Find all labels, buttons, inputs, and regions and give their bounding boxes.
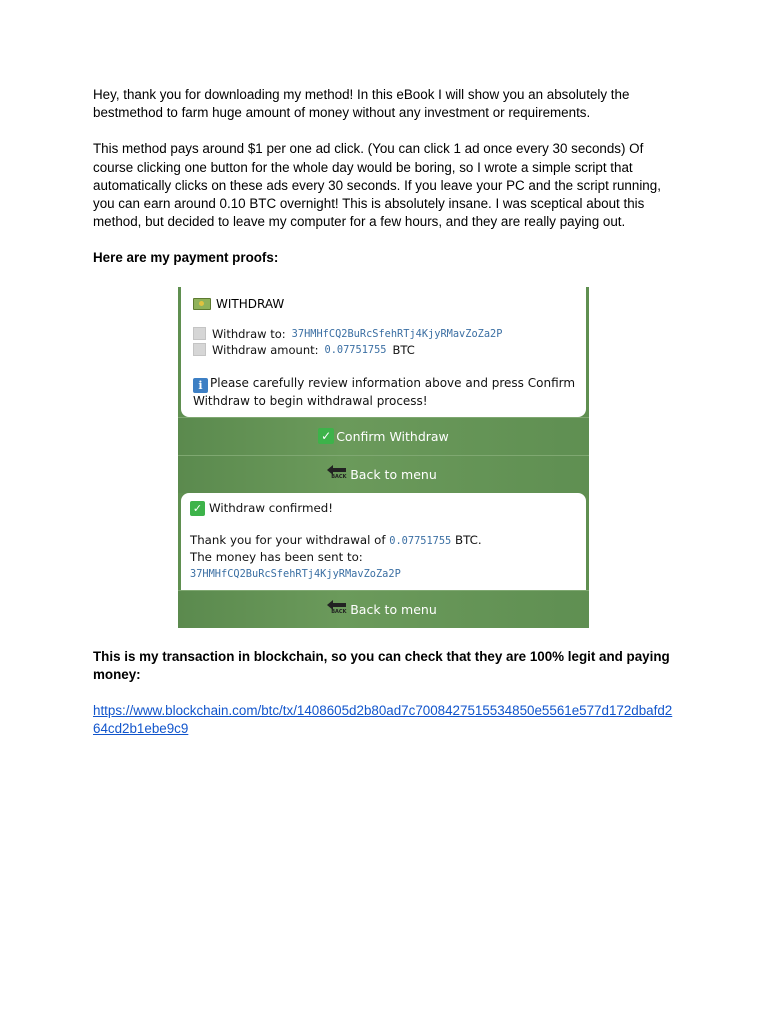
checkbox-icon xyxy=(193,327,206,340)
withdraw-to-row xyxy=(193,327,576,341)
blockchain-link[interactable]: https://www.blockchain.com/btc/tx/1408605d2b80ad7c7008427515534850e5561e577d172dbafd264cd2b1ebe9c9 xyxy=(93,703,673,737)
thanks-suffix: BTC. xyxy=(455,532,482,547)
info-message xyxy=(193,375,576,409)
back-arrow-icon: BACK xyxy=(330,602,348,616)
checkmark-icon: ✓ xyxy=(190,501,205,516)
payment-proof-screenshot xyxy=(178,287,589,628)
method-paragraph: This method pays around $1 per one ad click. (You can click 1 ad once every 30 seconds) Of course clicking one button for the whole day would be boring, so I wrote a simple script that automatically clicks on these ads every 30 seconds. If you leave your PC and the script running, you can earn around 0.10 BTC overnight! This is absolutely insane. I was sceptical about this method, but decided to leave my computer for a few hours, and they are really paying out. xyxy=(93,141,661,230)
back-to-menu-label: Back to menu xyxy=(350,601,437,617)
proofs-heading: Here are my payment proofs: xyxy=(93,250,279,266)
withdraw-amount-label: Withdraw amount: xyxy=(212,342,319,357)
blockchain-heading: This is my transaction in blockchain, so you can check that they are 100% legit and paying money: xyxy=(93,648,670,682)
confirm-withdraw-button[interactable] xyxy=(178,417,589,455)
thanks-prefix: Thank you for your withdrawal of xyxy=(190,532,386,547)
thanks-message xyxy=(190,532,576,582)
sent-to-label: The money has been sent to: xyxy=(190,549,363,564)
sent-address: 37HMHfCQ2BuRcSfehRTj4KjyRMavZoZa2P xyxy=(190,567,401,580)
withdraw-confirmed-text: Withdraw confirmed! xyxy=(209,501,333,516)
document-page xyxy=(93,86,678,738)
back-to-menu-label: Back to menu xyxy=(350,466,437,482)
checkmark-icon: ✓ xyxy=(318,428,334,444)
withdraw-title: WITHDRAW xyxy=(216,296,285,311)
info-icon: i xyxy=(193,378,208,393)
currency-label: BTC xyxy=(392,342,415,357)
confirmed-amount: 0.07751755 xyxy=(389,534,452,547)
money-icon xyxy=(193,298,211,310)
checkbox-icon xyxy=(193,343,206,356)
withdraw-confirmed-card xyxy=(181,493,586,590)
withdraw-amount-row xyxy=(193,343,576,357)
intro-paragraph: Hey, thank you for downloading my method! In this eBook I will show you an absolutely the bestmethod to farm huge amount of money without any investment or requirements. xyxy=(93,87,630,121)
info-text: Please carefully review information above and press Confirm Withdraw to begin withdrawal process! xyxy=(193,375,576,408)
confirm-withdraw-label: Confirm Withdraw xyxy=(336,428,449,444)
back-to-menu-button[interactable] xyxy=(178,455,589,493)
back-arrow-icon: BACK xyxy=(330,467,348,481)
withdraw-address: 37HMHfCQ2BuRcSfehRTj4KjyRMavZoZa2P xyxy=(291,327,503,340)
withdraw-to-label: Withdraw to: xyxy=(212,326,286,341)
back-to-menu-button-2[interactable] xyxy=(178,590,589,628)
withdraw-card xyxy=(181,287,586,417)
withdraw-amount-value: 0.07751755 xyxy=(324,343,387,356)
